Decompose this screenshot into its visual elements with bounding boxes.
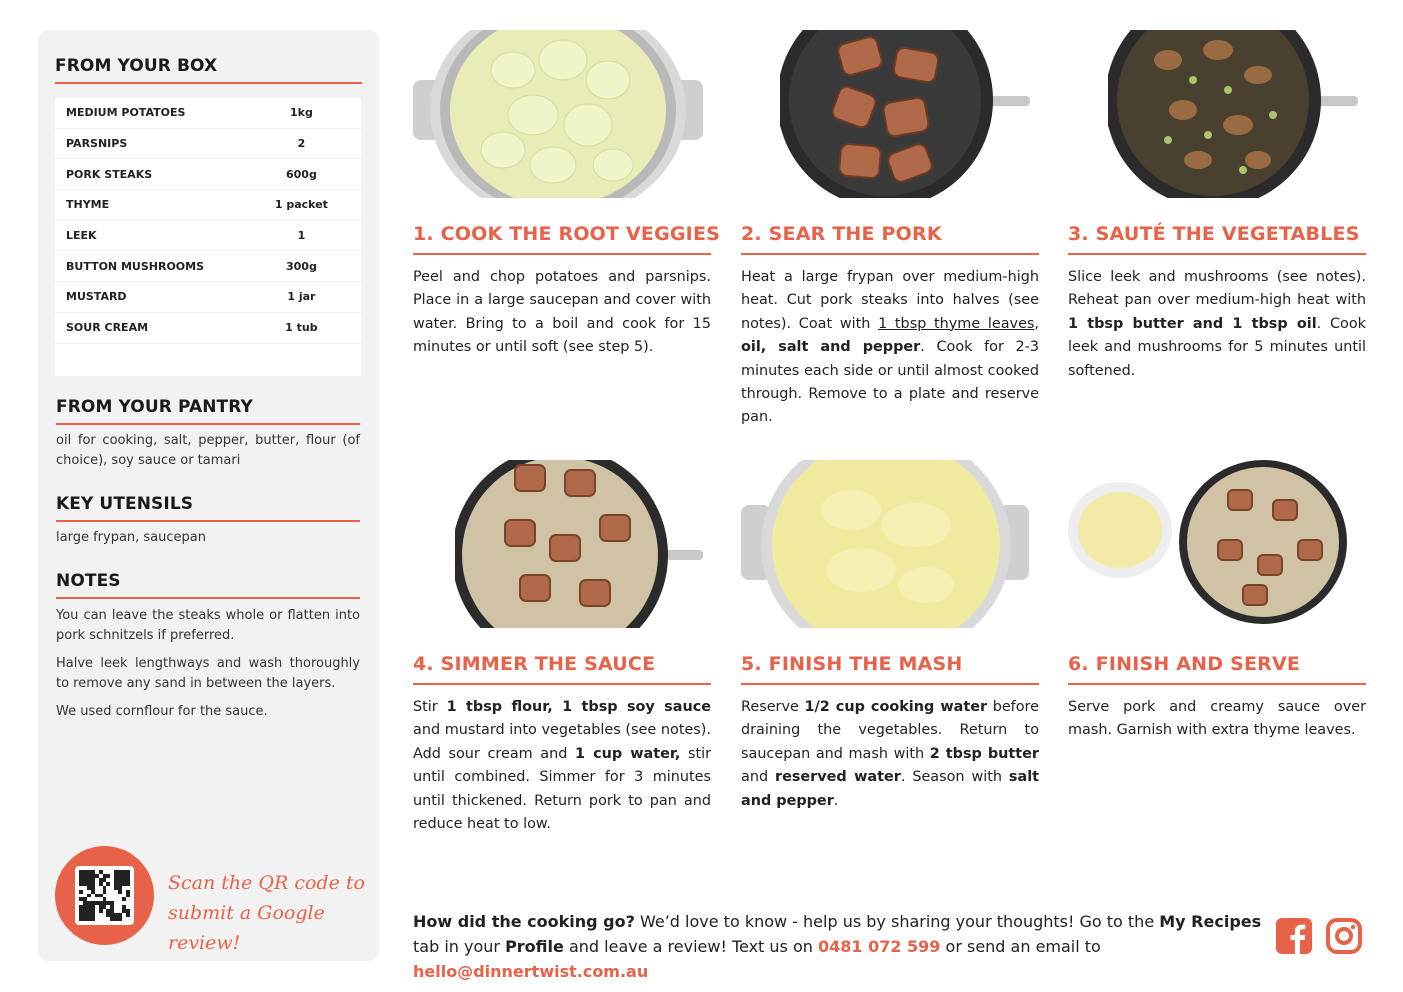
table-row	[55, 190, 361, 221]
emphasis-text: salt and pepper	[741, 769, 1040, 809]
note-2: Halve leek lengthways and wash thoroughly to remove any sand in between the layers.	[56, 656, 360, 691]
body-text: and mustard into vegetables (see notes). Add sour cream and	[413, 722, 711, 762]
table-row	[55, 221, 361, 252]
ingredient-qty: 1 jar	[287, 290, 316, 304]
ingredient-qty: 300g	[285, 259, 317, 273]
feedback-question: How did the cooking go?	[413, 912, 635, 931]
qr-caption-line-1: Scan the QR code to	[168, 872, 365, 894]
ingredient-name: LEEK	[66, 229, 97, 243]
note-1: You can leave the steaks whole or flatten into pork schnitzels if preferred.	[56, 608, 360, 643]
table-row	[55, 282, 361, 313]
email-link[interactable]: hello@dinnertwist.com.au	[413, 962, 649, 981]
instagram-icon[interactable]	[1326, 918, 1362, 954]
table-row	[55, 98, 361, 129]
divider	[56, 423, 360, 425]
note-3: We used cornflour for the sauce.	[56, 704, 268, 719]
body-text: Peel and chop potatoes and parsnips. Place in a large saucepan and cover with water. Bring to a boil and cook for 15 minutes or until soft (see step 5).	[413, 269, 711, 356]
body-text: Heat a large frypan over medium-high heat. Cut pork steaks into halves (see notes). Coat with	[741, 269, 1039, 332]
ingredients-table	[55, 98, 361, 376]
body-text: Slice leek and mushrooms (see notes). Reheat pan over medium-high heat with	[1068, 269, 1366, 309]
qr-code[interactable]	[75, 866, 134, 925]
from-your-box-title: FROM YOUR BOX	[55, 56, 218, 76]
ingredient-qty: 2	[297, 137, 306, 151]
ingredient-qty: 1kg	[289, 106, 313, 120]
ingredient-qty: 1 packet	[274, 198, 328, 212]
ingredient-name: THYME	[66, 198, 110, 212]
step-6-body	[1068, 696, 1366, 743]
emphasis-text: reserved water	[775, 769, 901, 786]
step-3-image	[1108, 30, 1358, 198]
qr-badge[interactable]	[55, 846, 154, 945]
step-2-image	[780, 30, 1030, 198]
table-row	[55, 129, 361, 160]
step-1-image	[413, 30, 703, 198]
body-text: . Cook for 2-3 minutes each side or until almost cooked through. Remove to a plate and reserve pan.	[741, 339, 1039, 426]
divider	[1068, 683, 1366, 685]
sidebar	[38, 30, 379, 961]
step-6-title: 6. FINISH AND SERVE	[1068, 653, 1301, 675]
my-recipes-link[interactable]: My Recipes	[1159, 912, 1262, 931]
body-text: . Cook leek and mushrooms for 5 minutes until softened.	[1068, 315, 1366, 379]
divider	[56, 520, 360, 522]
body-text: Stir	[413, 699, 447, 715]
ingredient-qty: 1 tub	[285, 321, 318, 335]
body-text: .	[833, 792, 839, 809]
step-2-title: 2. SEAR THE PORK	[741, 223, 942, 245]
ingredient-name: BUTTON MUSHROOMS	[66, 259, 205, 273]
ingredient-name: MUSTARD	[66, 290, 127, 304]
body-text: Reserve	[741, 699, 805, 715]
emphasis-text: 2 tbsp butter	[929, 745, 1039, 762]
ingredient-name: PORK STEAKS	[66, 167, 153, 181]
footer-text: tab in your	[413, 937, 506, 956]
step-4-image	[455, 460, 703, 628]
ingredient-qty: 600g	[285, 167, 317, 181]
emphasis-text: 1 cup water,	[575, 745, 681, 762]
ingredient-name: PARSNIPS	[66, 137, 128, 151]
step-3-body	[1068, 266, 1366, 383]
step-2-body	[741, 266, 1039, 430]
emphasis-text: oil, salt and pepper	[741, 339, 921, 356]
divider	[1068, 253, 1366, 255]
from-your-pantry-title: FROM YOUR PANTRY	[56, 397, 253, 417]
body-text: Serve pork and creamy sauce over mash. Garnish with extra thyme leaves.	[1068, 699, 1366, 739]
step-4-title: 4. SIMMER THE SAUCE	[413, 653, 656, 675]
ingredient-qty: 1	[297, 229, 306, 243]
ingredient-name: MEDIUM POTATOES	[66, 106, 186, 120]
body-text: . Season with	[900, 769, 1009, 786]
divider	[413, 253, 711, 255]
qr-caption	[168, 868, 379, 958]
key-utensils-title: KEY UTENSILS	[56, 494, 194, 514]
divider	[413, 683, 711, 685]
body-text: ,	[1034, 315, 1039, 332]
emphasis-text: 1 tbsp butter and 1 tbsp oil	[1068, 315, 1317, 332]
body-text: and	[741, 769, 775, 786]
profile-link[interactable]: Profile	[505, 937, 564, 956]
step-3-title: 3. SAUTÉ THE VEGETABLES	[1068, 223, 1360, 245]
step-1-title: 1. COOK THE ROOT VEGGIES	[413, 223, 721, 245]
feedback-footer	[413, 909, 1263, 984]
footer-text: and leave a review! Text us on	[563, 937, 818, 956]
emphasis-text: 1 tbsp flour, 1 tbsp soy sauce	[446, 699, 711, 715]
divider	[741, 253, 1039, 255]
table-row	[55, 159, 361, 190]
utensils-text: large frypan, saucepan	[56, 530, 206, 545]
step-5-image	[741, 460, 1031, 628]
pantry-text: oil for cooking, salt, pepper, butter, flour (of choice), soy sauce or tamari	[56, 433, 360, 468]
emphasis-text: 1/2 cup cooking water	[804, 699, 988, 715]
notes-title: NOTES	[56, 571, 121, 591]
step-1-body	[413, 266, 711, 360]
step-6-image	[1068, 460, 1358, 628]
table-row	[55, 251, 361, 282]
step-5-body	[741, 696, 1039, 813]
qr-caption-line-2: submit a Google review!	[168, 902, 325, 954]
body-text: stir until combined. Simmer for 3 minutes until thickened. Return pork to pan and reduce heat to low.	[413, 745, 711, 833]
divider	[56, 597, 360, 599]
ingredient-name: SOUR CREAM	[66, 321, 149, 335]
step-4-body	[413, 696, 711, 836]
step-5-title: 5. FINISH THE MASH	[741, 653, 963, 675]
phone-link[interactable]: 0481 072 599	[817, 937, 941, 956]
divider	[741, 683, 1039, 685]
footer-text: or send an email to	[940, 937, 1101, 956]
footer-text: We’d love to know - help us by sharing your thoughts! Go to the	[634, 912, 1160, 931]
body-text: before draining the vegetables. Return to saucepan and mash with	[741, 699, 1040, 762]
underlined-text: 1 tbsp thyme leaves	[878, 315, 1035, 332]
divider	[55, 82, 362, 84]
facebook-icon[interactable]	[1276, 918, 1312, 954]
table-row	[55, 313, 361, 344]
